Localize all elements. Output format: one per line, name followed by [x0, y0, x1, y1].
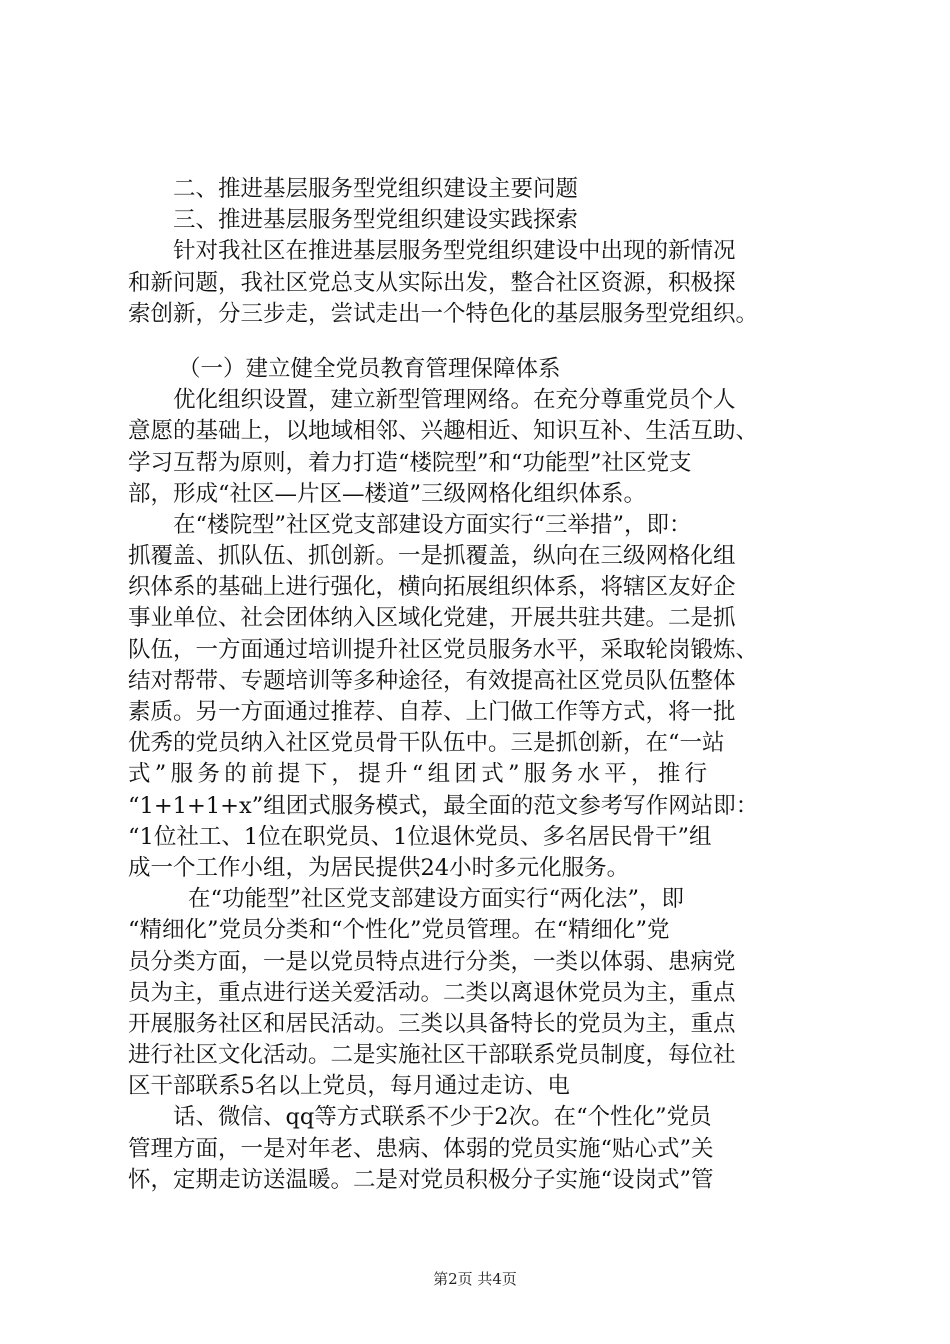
- section-heading-3: 三、推进基层服务型党组织建设实践探索: [173, 207, 579, 234]
- paragraph-line: 进行社区文化活动。二是实施社区干部联系党员制度，每位社: [128, 1042, 736, 1069]
- paragraph-line: 优秀的党员纳入社区党员骨干队伍中。三是抓创新，在“一站: [128, 730, 725, 757]
- paragraph-line: 式”服务的前提下，提升“组团式”服务水平，推行: [128, 761, 712, 788]
- paragraph-line: 事业单位、社会团体纳入区域化党建，开展共驻共建。二是抓: [128, 605, 736, 632]
- paragraph-line: 学习互帮为原则，着力打造“楼院型”和“功能型”社区党支: [128, 449, 692, 476]
- paragraph-line: 针对我社区在推进基层服务型党组织建设中出现的新情况: [173, 238, 736, 265]
- paragraph-line: “1位社工、1位在职党员、1位退休党员、多名居民骨干”组: [128, 823, 712, 850]
- paragraph-line: 怀，定期走访送温暖。二是对党员积极分子实施“设岗式”管: [128, 1166, 714, 1193]
- paragraph-line: 意愿的基础上，以地域相邻、兴趣相近、知识互补、生活互助、: [128, 418, 759, 445]
- paragraph-line: 织体系的基础上进行强化，横向拓展组织体系，将辖区友好企: [128, 574, 736, 601]
- paragraph-line: 区干部联系5名以上党员，每月通过走访、电: [128, 1073, 570, 1100]
- page-number: 第2页 共4页: [433, 1270, 517, 1288]
- paragraph-line: “1+1+1+x”组团式服务模式，最全面的范文参考写作网站即：: [128, 792, 759, 819]
- paragraph-line: 成一个工作小组，为居民提供24小时多元化服务。: [128, 854, 630, 881]
- page-footer: [0, 1268, 950, 1289]
- paragraph-line: 在“楼院型”社区党支部建设方面实行“三举措”，即：: [173, 511, 692, 538]
- paragraph-line: 在“功能型”社区党支部建设方面实行“两化法”，即: [188, 886, 685, 913]
- paragraph-line: 话、微信、qq等方式联系不少于2次。在“个性化”党员: [173, 1104, 712, 1131]
- paragraph-line: 和新问题，我社区党总支从实际出发，整合社区资源，积极探: [128, 269, 736, 296]
- paragraph-line: 员分类方面，一是以党员特点进行分类，一类以体弱、患病党: [128, 948, 736, 975]
- paragraph-gap: [128, 330, 828, 354]
- section-heading-2: 二、推进基层服务型党组织建设主要问题: [173, 176, 579, 202]
- paragraph-line: 结对帮带、专题培训等多种途径，有效提高社区党员队伍整体: [128, 667, 736, 694]
- paragraph-line: 开展服务社区和居民活动。三类以具备特长的党员为主，重点: [128, 1010, 736, 1037]
- paragraph-line: 索创新，分三步走，尝试走出一个特色化的基层服务型党组织。: [128, 300, 759, 327]
- document-body: [128, 174, 828, 1196]
- paragraph-line: 队伍，一方面通过培训提升社区党员服务水平，采取轮岗锻炼、: [128, 636, 759, 663]
- paragraph-line: 抓覆盖、抓队伍、抓创新。一是抓覆盖，纵向在三级网格化组: [128, 543, 736, 570]
- paragraph-line: 素质。另一方面通过推荐、自荐、上门做工作等方式，将一批: [128, 699, 736, 725]
- paragraph-line: “精细化”党员分类和“个性化”党员管理。在“精细化”党: [128, 917, 670, 944]
- paragraph-line: 员为主，重点进行送关爱活动。二类以离退休党员为主，重点: [128, 979, 736, 1006]
- paragraph-line: 部，形成“社区—片区—楼道”三级网格化组织体系。: [128, 480, 647, 507]
- paragraph-line: 优化组织设置，建立新型管理网络。在充分尊重党员个人: [173, 387, 736, 414]
- subsection-heading-1: （一）建立健全党员教育管理保障体系: [178, 355, 561, 382]
- paragraph-line: 管理方面，一是对年老、患病、体弱的党员实施“贴心式”关: [128, 1135, 714, 1162]
